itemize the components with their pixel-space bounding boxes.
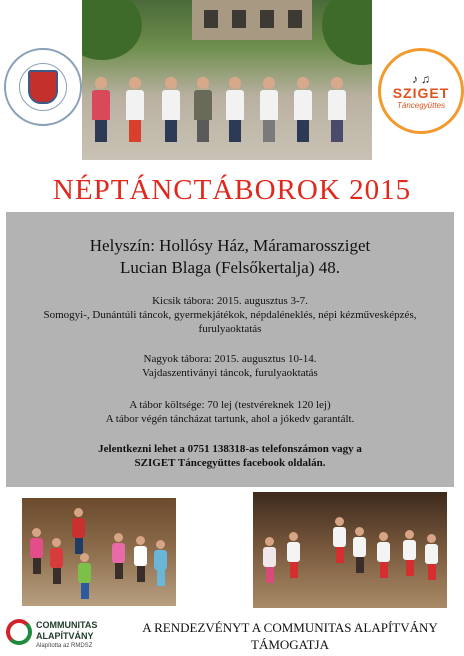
kids-camp-date: Kicsik tábora: 2015. augusztus 3-7. bbox=[152, 295, 308, 307]
sziget-ensemble-logo bbox=[378, 48, 464, 134]
info-box bbox=[6, 212, 454, 487]
dancer-figure bbox=[78, 553, 91, 599]
sponsor-subtitle: Alapította az RMDSZ bbox=[36, 643, 93, 649]
kids-camp-program: Somogyi-, Dunántúli táncok, gyermekjátékok, népdaléneklés, népi kézművesképzés, bbox=[43, 309, 417, 321]
dancer-figure bbox=[50, 538, 63, 584]
cost-block bbox=[6, 398, 454, 426]
dancer-figure bbox=[403, 530, 416, 576]
signup-block bbox=[6, 442, 454, 470]
logo-subtitle: Táncegyüttes bbox=[396, 100, 446, 110]
dance-class-photo-right bbox=[253, 492, 447, 608]
dancer-figure bbox=[425, 534, 438, 580]
kids-camp-block bbox=[6, 294, 454, 336]
older-camp-block bbox=[6, 352, 454, 380]
dancer-figure bbox=[353, 527, 366, 573]
child-figure bbox=[194, 77, 212, 142]
child-figure bbox=[294, 77, 312, 142]
venue-line-1: Helyszín: Hollósy Ház, Máramarossziget bbox=[89, 236, 371, 255]
dancer-figure bbox=[112, 533, 125, 579]
communitas-logo-icon bbox=[6, 619, 32, 645]
support-statement-line-1: A RENDEZVÉNYT A COMMUNITAS ALAPÍTVÁNY bbox=[142, 620, 438, 635]
signup-line-1: Jelentkezni lehet a 0751 138318-as telefonszámon vagy a bbox=[98, 443, 362, 455]
tree bbox=[322, 0, 372, 65]
dancer-figure bbox=[72, 508, 85, 554]
signup-line-2: SZIGET Táncegyüttes facebook oldalán. bbox=[134, 457, 326, 469]
child-figure bbox=[226, 77, 244, 142]
kids-camp-program-cont: furulyaoktatás bbox=[198, 323, 262, 335]
sponsor-name-line-2: ALAPÍTVÁNY bbox=[36, 631, 94, 641]
child-figure bbox=[126, 77, 144, 142]
child-figure bbox=[328, 77, 346, 142]
dancer-figure bbox=[134, 536, 147, 582]
sponsor-name-line-1: COMMUNITAS bbox=[36, 620, 98, 630]
logo-text bbox=[6, 50, 80, 124]
support-statement-line-2: TÁMOGATJA bbox=[251, 637, 329, 652]
dancer-figure bbox=[287, 532, 300, 578]
child-figure bbox=[162, 77, 180, 142]
dance-house-line: A tábor végén táncházat tartunk, ahol a jókedv garantált. bbox=[105, 413, 355, 425]
dancers-icon: ♪ ♫ bbox=[412, 71, 430, 86]
older-camp-program: Vajdaszentiványi táncok, furulyaoktatás bbox=[142, 367, 318, 379]
poster-title: NÉPTÁNCTÁBOROK 2015 bbox=[52, 174, 412, 206]
cost-line: A tábor költsége: 70 lej (testvéreknek 120 lej) bbox=[129, 399, 331, 411]
dancer-figure bbox=[377, 532, 390, 578]
house-background bbox=[192, 0, 312, 40]
older-camp-date: Nagyok tábora: 2015. augusztus 10-14. bbox=[143, 353, 317, 365]
dancer-figure bbox=[154, 540, 167, 586]
hollosy-association-logo bbox=[4, 48, 82, 126]
child-figure bbox=[92, 77, 110, 142]
tree bbox=[82, 0, 142, 60]
child-figure bbox=[260, 77, 278, 142]
venue-line-2: Lucian Blaga (Felsőkertalja) 48. bbox=[120, 258, 340, 277]
dancer-figure bbox=[30, 528, 43, 574]
dancer-figure bbox=[333, 517, 346, 563]
dancer-figure bbox=[263, 537, 276, 583]
dance-class-photo-left bbox=[22, 498, 176, 606]
group-photo bbox=[82, 0, 372, 160]
logo-brand: SZIGET bbox=[392, 84, 450, 101]
